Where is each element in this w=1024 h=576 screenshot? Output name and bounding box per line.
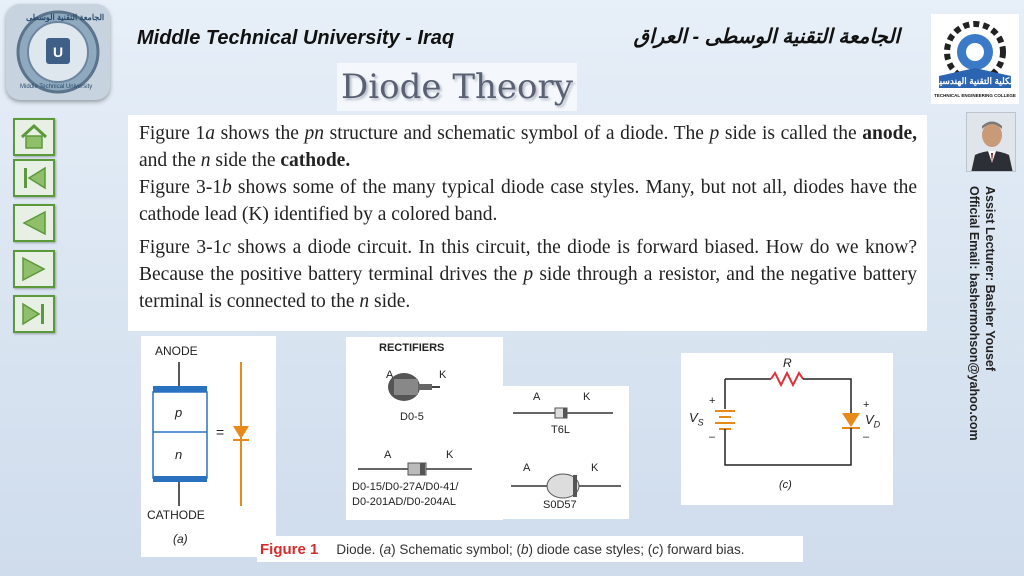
author-name: Assist Lecturer: Basher Yousef [983, 186, 997, 372]
n-region-label: n [175, 447, 183, 462]
author-email: Official Email: bashermohson@yahoo.com [967, 186, 981, 441]
d05-label: D0-5 [400, 411, 424, 423]
slide-title-box [337, 63, 577, 111]
p-region-label: p [175, 405, 183, 420]
figure-a-schematic [141, 336, 276, 557]
svg-text:U: U [52, 44, 64, 60]
axial-anode-label: A [384, 449, 392, 461]
skip-last-icon [19, 300, 49, 328]
figure-caption [257, 536, 803, 562]
t6l-anode-label: A [533, 391, 541, 403]
vs-plus: + [709, 395, 716, 407]
resistor-label: R [783, 356, 792, 370]
caption-text: Diode. (a) Schematic symbol; (b) diode case styles; (c) forward bias. [336, 541, 745, 557]
author-info [966, 186, 998, 441]
figure-a-label: (a) [173, 532, 188, 546]
first-slide-button[interactable] [13, 159, 55, 197]
skip-first-icon [19, 164, 49, 192]
university-name-ar: الجامعة التقنية الوسطى - العراق [633, 26, 900, 48]
university-name-en: Middle Technical University - Iraq [137, 27, 455, 49]
right-logo-english-text: TECHNICAL ENGINEERING COLLEGE [934, 93, 1016, 98]
paragraph-3: Figure 3-1c shows a diode circuit. In this circuit, the diode is forward biased. How do we know? Because the positive battery terminal drives the p side through a resistor, and the negative battery terminal is connected to the n side. [139, 237, 917, 312]
body-text-panel [128, 115, 927, 331]
figure-c-label: (c) [779, 479, 792, 491]
figure-c-circuit [681, 353, 893, 505]
author-photo [966, 112, 1016, 172]
right-logo-arabic-text: الكلية التقنية الهندسية [934, 76, 1016, 86]
next-icon [19, 255, 49, 283]
rectifiers-heading: RECTIFIERS [379, 342, 445, 354]
vd-label: $V_D$ [865, 412, 881, 430]
anode-label: ANODE [155, 344, 198, 358]
t6l-label: T6L [551, 424, 570, 436]
university-logo-left [6, 4, 110, 100]
paragraph-1: Figure 1a shows the pn structure and schematic symbol of a diode. The p side is called the anode, and the n side the cathode. [139, 123, 917, 171]
s0d57-cathode-label: K [591, 462, 599, 474]
previous-slide-button[interactable] [13, 204, 55, 242]
figure-b-rectifiers [346, 337, 503, 520]
college-logo-right [931, 14, 1019, 104]
figure-b-case-styles [503, 386, 629, 519]
left-logo-latin-text: Middle Technical University [20, 84, 93, 90]
t6l-cathode-label: K [583, 391, 591, 403]
paragraph-2: Figure 3-1b shows some of the many typical diode case styles. Many, but not all, diodes have the cathode lead (K) identified by a colored band. [139, 177, 918, 225]
s0d57-label: S0D57 [543, 499, 577, 511]
home-button[interactable] [13, 118, 55, 156]
vs-minus: – [709, 431, 716, 443]
vd-plus: + [863, 399, 870, 411]
d05-anode-label: A [386, 369, 394, 381]
d0-series-line2: D0-201AD/D0-204AL [352, 496, 456, 508]
axial-cathode-label: K [446, 449, 454, 461]
d05-cathode-label: K [439, 369, 447, 381]
left-logo-arabic-text: الجامعة التقنية الوسطى [26, 13, 105, 22]
home-icon [19, 123, 49, 151]
s0d57-anode-label: A [523, 462, 531, 474]
caption-figure-number: Figure 1 [260, 540, 319, 558]
last-slide-button[interactable] [13, 295, 55, 333]
previous-icon [19, 209, 49, 237]
vs-label: $V_S$ [689, 410, 704, 428]
d0-series-line1: D0-15/D0-27A/D0-41/ [352, 481, 459, 493]
vd-minus: – [863, 431, 870, 443]
cathode-label: CATHODE [147, 508, 205, 522]
slide-title: Diode Theory [341, 67, 573, 107]
next-slide-button[interactable] [13, 250, 55, 288]
equals-sign: = [216, 424, 225, 440]
